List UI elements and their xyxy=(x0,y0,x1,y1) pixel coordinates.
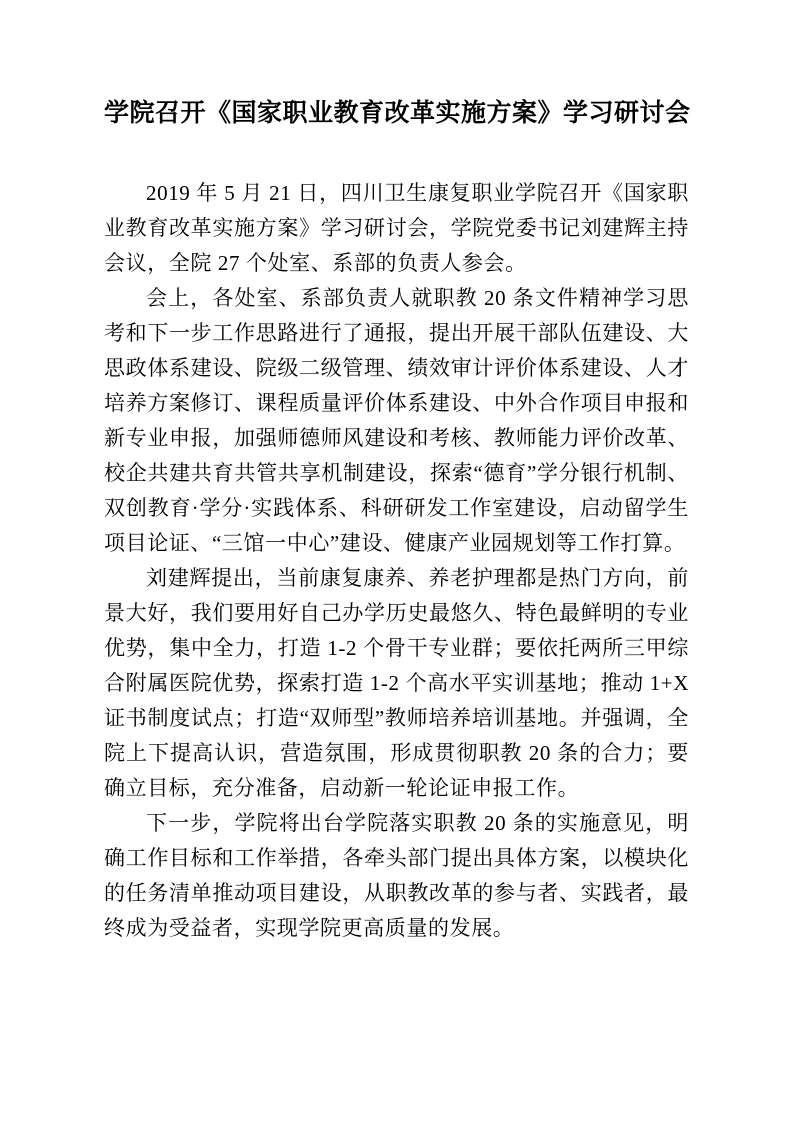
paragraph-liujianhui-remarks: 刘建辉提出，当前康复康养、养老护理都是热门方向，前景大好，我们要用好自己办学历史最悠久、特色最鲜明的专业优势，集中全力，打造 1-2 个骨干专业群；要依托两所三甲综合附属医院优势，探索打造 1-2 个高水平实训基地；推动 1+X 证书制度试点；打造“双师型”教师培养培训基地。并强调，全院上下提高认识，营造氛围，形成贯彻职教 20 条的合力；要确立目标，充分准备，启动新一轮论证申报工作。 xyxy=(104,566,689,800)
paragraph-department-reports: 会上，各处室、系部负责人就职教 20 条文件精神学习思考和下一步工作思路进行了通报，提出开展干部队伍建设、大思政体系建设、院级二级管理、绩效审计评价体系建设、人才培养方案修订、课程质量评价体系建设、中外合作项目申报和新专业申报，加强师德师风建设和考核、教师能力评价改革、校企共建共育共管共享机制建设，探索“德育”学分银行机制、双创教育·学分·实践体系、科研研发工作室建设，启动留学生项目论证、“三馆一中心”建设、健康产业园规划等工作打算。 xyxy=(104,286,689,555)
paragraph-meeting-intro: 2019 年 5 月 21 日，四川卫生康复职业学院召开《国家职业教育改革实施方案》学习研讨会，学院党委书记刘建辉主持会议，全院 27 个处室、系部的负责人参会。 xyxy=(104,181,689,275)
document-body xyxy=(104,176,689,946)
document-title: 学院召开《国家职业教育改革实施方案》学习研讨会 xyxy=(104,99,691,127)
paragraph-next-steps: 下一步，学院将出台学院落实职教 20 条的实施意见，明确工作目标和工作举措，各牵头部门提出具体方案，以模块化的任务清单推动项目建设，从职教改革的参与者、实践者，最终成为受益者，实现学院更高质量的发展。 xyxy=(104,811,689,940)
